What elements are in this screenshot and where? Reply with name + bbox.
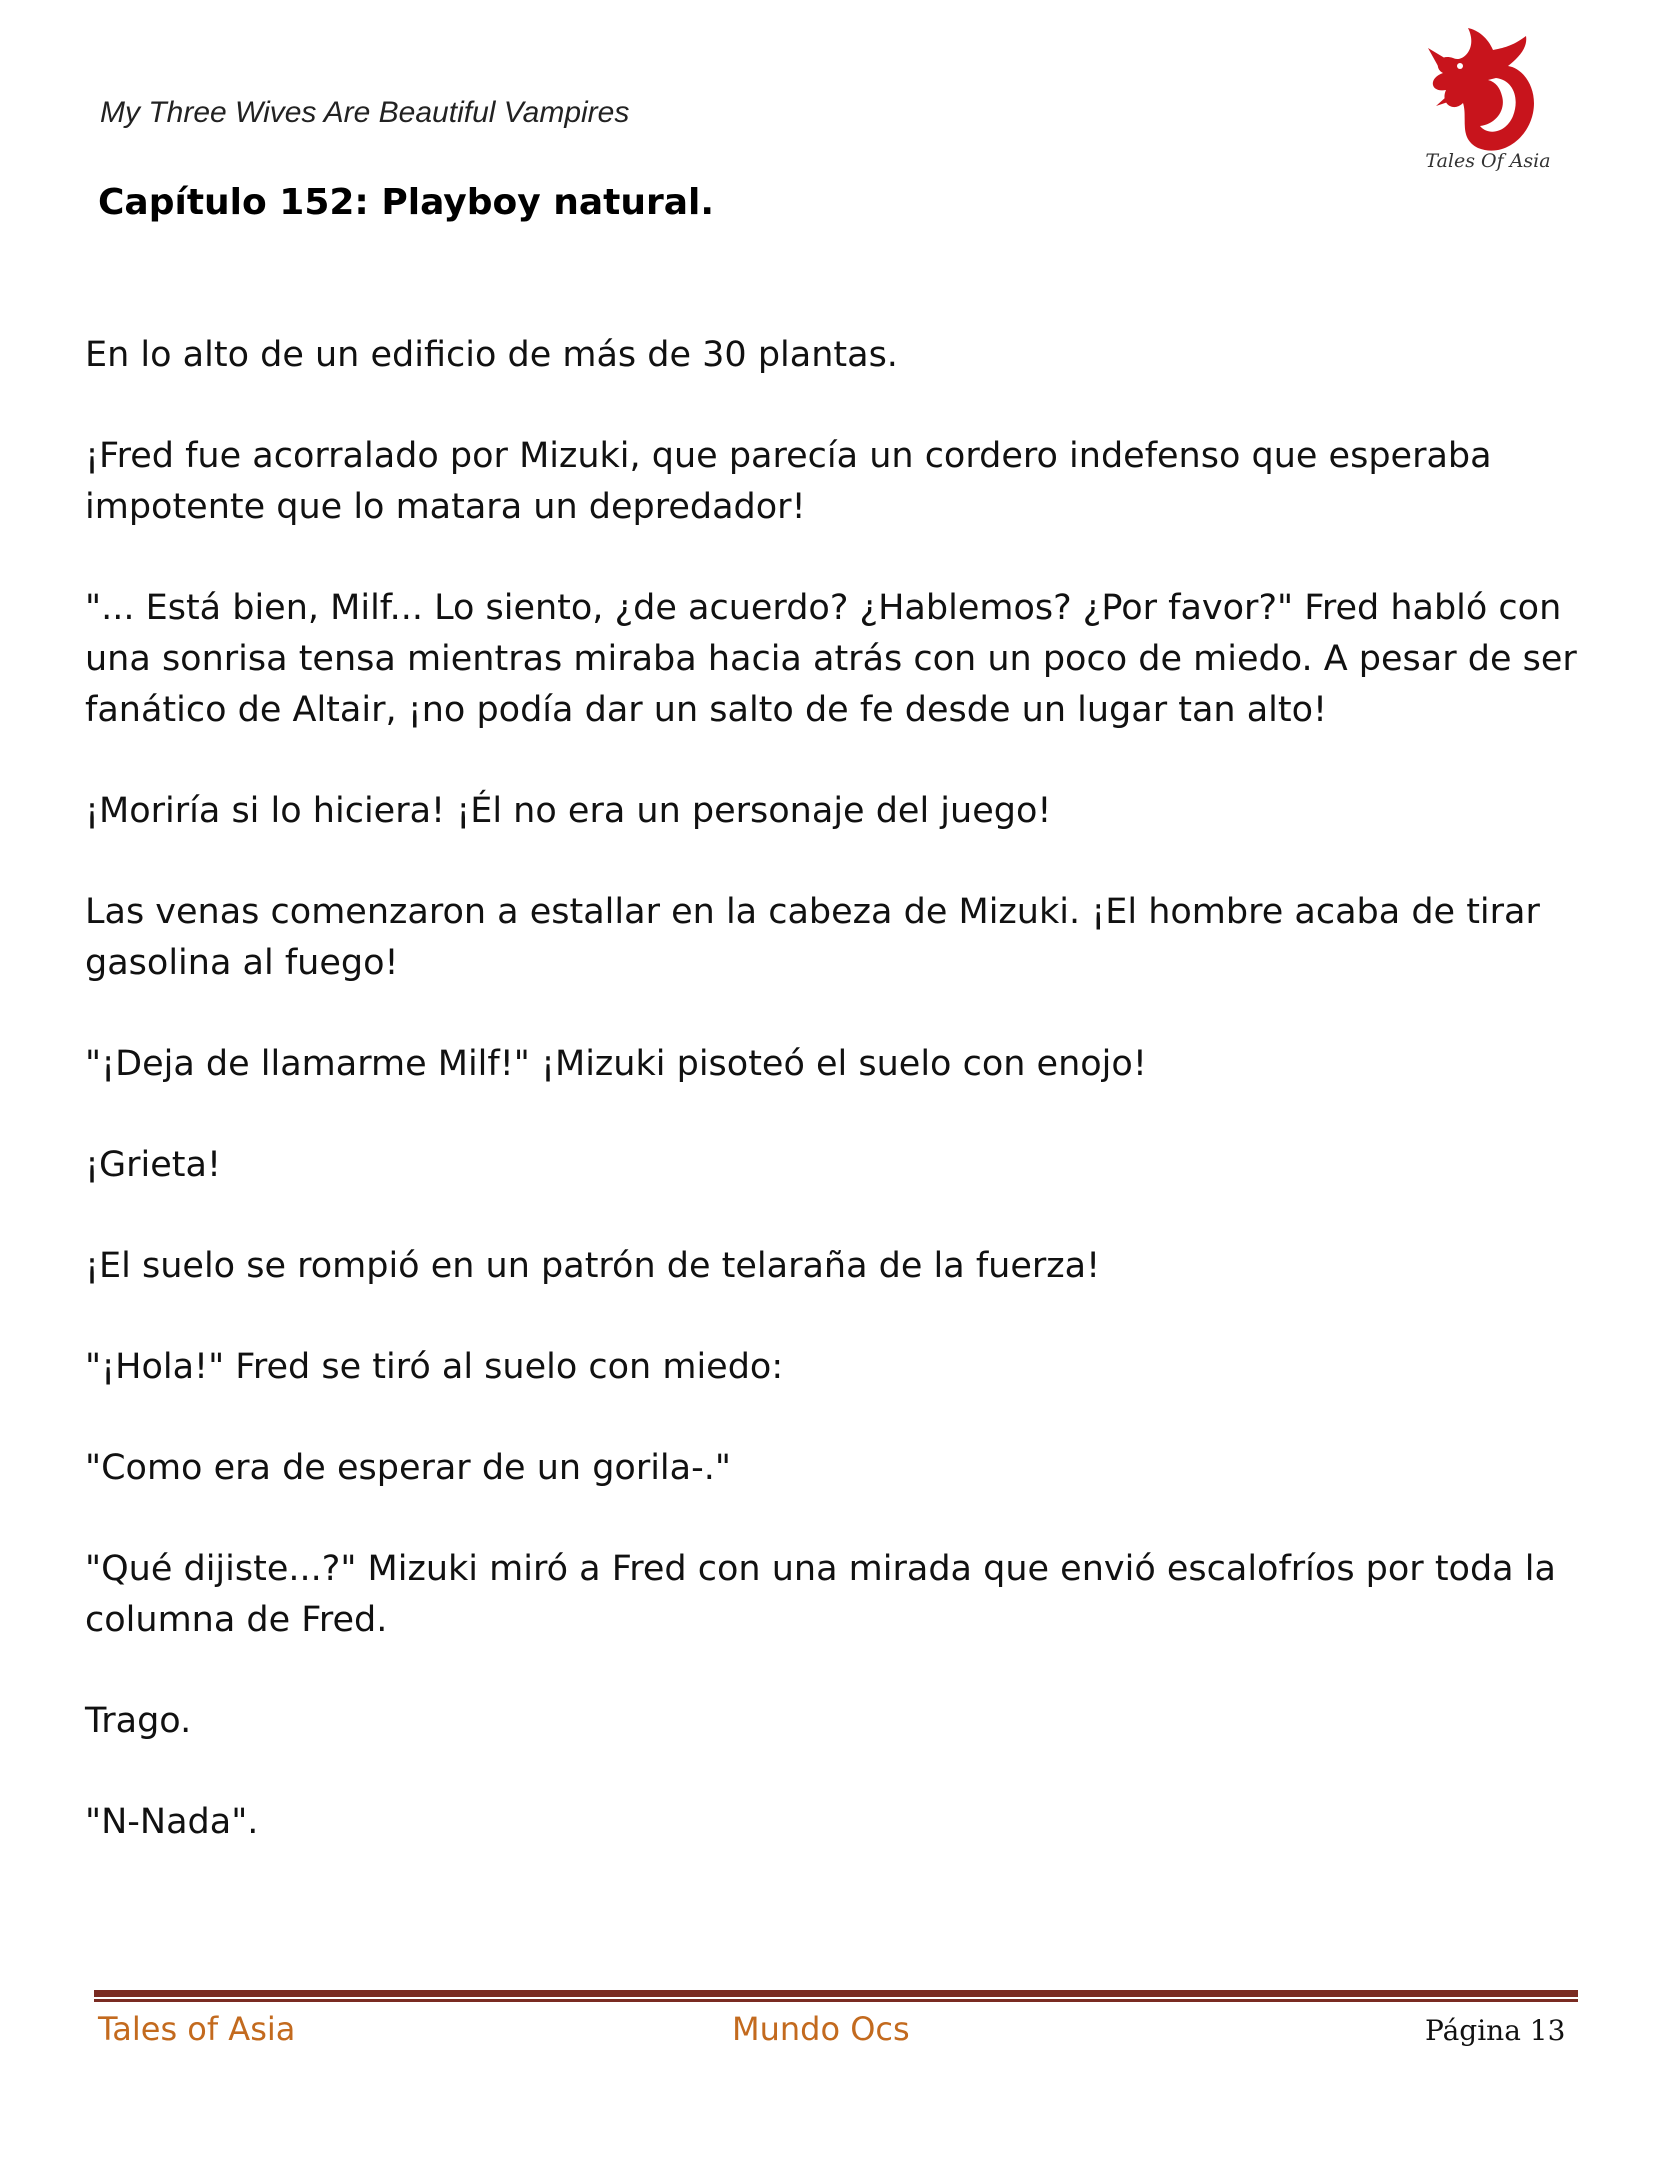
book-title: My Three Wives Are Beautiful Vampires (100, 96, 630, 129)
paragraph: ¡El suelo se rompió en un patrón de telaraña de la fuerza! (85, 1246, 1101, 1286)
paragraph: ¡Moriría si lo hiciera! ¡Él no era un personaje del juego! (85, 791, 1052, 831)
footer-divider-thick (94, 1990, 1578, 1997)
page-number: Página 13 (1425, 2014, 1566, 2047)
paragraph: Trago. (85, 1701, 192, 1741)
paragraph: ¡Fred fue acorralado por Mizuki, que parecía un cordero indefenso que esperaba impotente que lo matara un depredador! (85, 436, 1492, 527)
paragraph: "¡Deja de llamarme Milf!" ¡Mizuki pisoteó el suelo con enojo! (85, 1044, 1147, 1084)
paragraph: En lo alto de un edificio de más de 30 plantas. (85, 335, 898, 375)
paragraph: "Qué dijiste...?" Mizuki miró a Fred con una mirada que envió escalofríos por toda la columna de Fred. (85, 1549, 1556, 1640)
chapter-title: Capítulo 152: Playboy natural. (98, 182, 715, 223)
paragraph: ¡Grieta! (85, 1145, 222, 1185)
paragraph: "Como era de esperar de un gorila-." (85, 1448, 731, 1488)
footer-divider (94, 1990, 1578, 2002)
paragraph: "¡Hola!" Fred se tiró al suelo con miedo: (85, 1347, 784, 1387)
footer-section-name: Mundo Ocs (732, 2010, 910, 2048)
paragraph: "N-Nada". (85, 1802, 259, 1842)
footer-divider-thin (94, 1999, 1578, 2002)
paragraph: "... Está bien, Milf... Lo siento, ¿de acuerdo? ¿Hablemos? ¿Por favor?" Fred habló con una sonrisa tensa mientras miraba hacia atrás con un poco de miedo. A pesar de ser fanático de Altair, ¡no podía dar un salto de fe desde un lugar tan alto! (85, 588, 1577, 730)
paragraph: Las venas comenzaron a estallar en la cabeza de Mizuki. ¡El hombre acaba de tirar gasolina al fuego! (85, 892, 1540, 983)
chapter-body (85, 330, 1585, 1898)
logo-text: Tales Of Asia (1425, 150, 1551, 172)
footer-site-name: Tales of Asia (98, 2010, 296, 2048)
